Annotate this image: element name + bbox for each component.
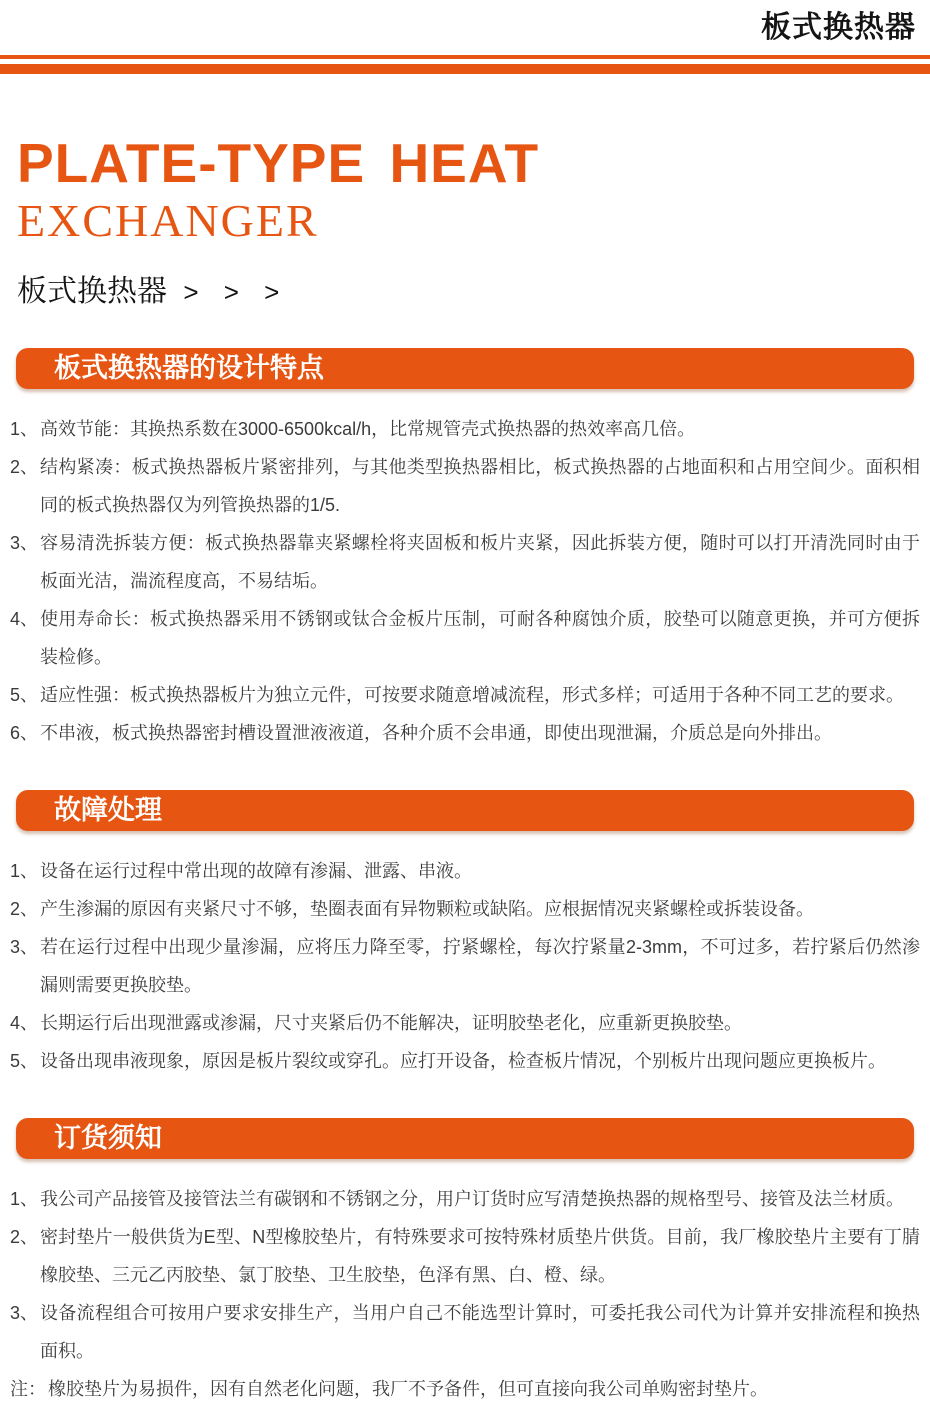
list-item-text: 不串液，板式换热器密封槽设置泄液液道，各种介质不会串通，即使出现泄漏，介质总是向外排出。 bbox=[40, 723, 832, 743]
section-title: 板式换热器的设计特点 bbox=[54, 353, 324, 383]
main-title-line1: PLATE-TYPE HEAT bbox=[17, 132, 540, 194]
footnote-label: 注： bbox=[10, 1379, 46, 1399]
list-item-number: 1、 bbox=[10, 861, 39, 881]
divider-thick-line bbox=[0, 64, 930, 74]
section-title: 故障处理 bbox=[54, 795, 162, 825]
design-features-list bbox=[0, 410, 930, 752]
hero bbox=[0, 132, 930, 310]
list-item-number: 3、 bbox=[10, 533, 39, 553]
list-item bbox=[0, 928, 920, 1004]
list-item-number: 3、 bbox=[10, 1303, 39, 1323]
chevron-right-icons: > > > bbox=[183, 277, 289, 307]
list-item-text: 高效节能：其换热系数在3000-6500kcal/h，比常规管壳式换热器的热效率高几倍。 bbox=[40, 419, 696, 439]
list-item bbox=[0, 600, 920, 676]
list-item bbox=[0, 1218, 920, 1294]
list-item bbox=[0, 676, 920, 714]
section-design-features bbox=[0, 348, 930, 752]
list-item-text: 若在运行过程中出现少量渗漏，应将压力降至零，拧紧螺栓，每次拧紧量2-3mm，不可过多，若拧紧后仍然渗漏则需要更换胶垫。 bbox=[40, 937, 920, 995]
page-title-cn: 板式换热器 bbox=[761, 11, 916, 44]
footnote bbox=[0, 1370, 920, 1408]
list-item-text: 我公司产品接管及接管法兰有碳钢和不锈钢之分，用户订货时应写清楚换热器的规格型号、接管及法兰材质。 bbox=[40, 1189, 904, 1209]
section-banner-ordering-notes bbox=[16, 1118, 914, 1159]
list-item bbox=[0, 1042, 920, 1080]
list-item-text: 容易清洗拆装方便：板式换热器靠夹紧螺栓将夹固板和板片夹紧，因此拆装方便，随时可以打开清洗同时由于板面光洁，湍流程度高，不易结垢。 bbox=[40, 533, 920, 591]
list-item-text: 结构紧凑：板式换热器板片紧密排列，与其他类型换热器相比，板式换热器的占地面积和占用空间少。面积相同的板式换热器仅为列管换热器的1/5. bbox=[40, 457, 920, 515]
list-item-number: 5、 bbox=[10, 1051, 39, 1071]
list-item-number: 4、 bbox=[10, 1013, 39, 1033]
page-body bbox=[0, 132, 930, 1408]
ordering-notes-list bbox=[0, 1180, 930, 1408]
list-item-number: 5、 bbox=[10, 685, 39, 705]
section-title: 订货须知 bbox=[54, 1123, 162, 1153]
list-item-text: 设备在运行过程中常出现的故障有渗漏、泄露、串液。 bbox=[40, 861, 472, 881]
divider-thin-line bbox=[0, 55, 930, 59]
list-item bbox=[0, 448, 920, 524]
list-item bbox=[0, 1294, 920, 1370]
subtitle bbox=[17, 274, 930, 310]
list-item bbox=[0, 1180, 920, 1218]
list-item-number: 3、 bbox=[10, 937, 39, 957]
list-item bbox=[0, 410, 920, 448]
list-item bbox=[0, 852, 920, 890]
list-item-text: 设备出现串液现象，原因是板片裂纹或穿孔。应打开设备，检查板片情况，个别板片出现问题应更换板片。 bbox=[40, 1051, 886, 1071]
section-troubleshooting bbox=[0, 790, 930, 1080]
list-item-number: 2、 bbox=[10, 457, 39, 477]
list-item-number: 4、 bbox=[10, 609, 39, 629]
list-item bbox=[0, 1004, 920, 1042]
troubleshooting-list bbox=[0, 852, 930, 1080]
list-item-text: 产生渗漏的原因有夹紧尺寸不够，垫圈表面有异物颗粒或缺陷。应根据情况夹紧螺栓或拆装设备。 bbox=[40, 899, 814, 919]
section-ordering-notes bbox=[0, 1118, 930, 1408]
list-item-number: 6、 bbox=[10, 723, 39, 743]
page-header bbox=[0, 0, 930, 46]
list-item-text: 适应性强：板式换热器板片为独立元件，可按要求随意增减流程，形式多样；可适用于各种不同工艺的要求。 bbox=[40, 685, 904, 705]
footnote-text: 橡胶垫片为易损件，因有自然老化问题，我厂不予备件，但可直接向我公司单购密封垫片。 bbox=[48, 1379, 768, 1399]
list-item-number: 1、 bbox=[10, 419, 39, 439]
section-banner-design-features bbox=[16, 348, 914, 389]
list-item bbox=[0, 524, 920, 600]
list-item-text: 使用寿命长：板式换热器采用不锈钢或钛合金板片压制，可耐各种腐蚀介质，胶垫可以随意更换，并可方便拆装检修。 bbox=[40, 609, 920, 667]
list-item-text: 长期运行后出现泄露或渗漏，尺寸夹紧后仍不能解决，证明胶垫老化，应重新更换胶垫。 bbox=[40, 1013, 742, 1033]
list-item-text: 设备流程组合可按用户要求安排生产，当用户自己不能选型计算时，可委托我公司代为计算并安排流程和换热面积。 bbox=[40, 1303, 920, 1361]
list-item-number: 2、 bbox=[10, 1227, 39, 1247]
list-item-text: 密封垫片一般供货为E型、N型橡胶垫片，有特殊要求可按特殊材质垫片供货。目前，我厂橡胶垫片主要有丁腈橡胶垫、三元乙丙胶垫、氯丁胶垫、卫生胶垫，色泽有黑、白、橙、绿。 bbox=[40, 1227, 920, 1285]
list-item-number: 2、 bbox=[10, 899, 39, 919]
main-title-line2: EXCHANGER bbox=[17, 195, 319, 246]
list-item bbox=[0, 890, 920, 928]
list-item-number: 1、 bbox=[10, 1189, 39, 1209]
subtitle-text: 板式换热器 bbox=[17, 275, 167, 308]
list-item bbox=[0, 714, 920, 752]
section-banner-troubleshooting bbox=[16, 790, 914, 831]
